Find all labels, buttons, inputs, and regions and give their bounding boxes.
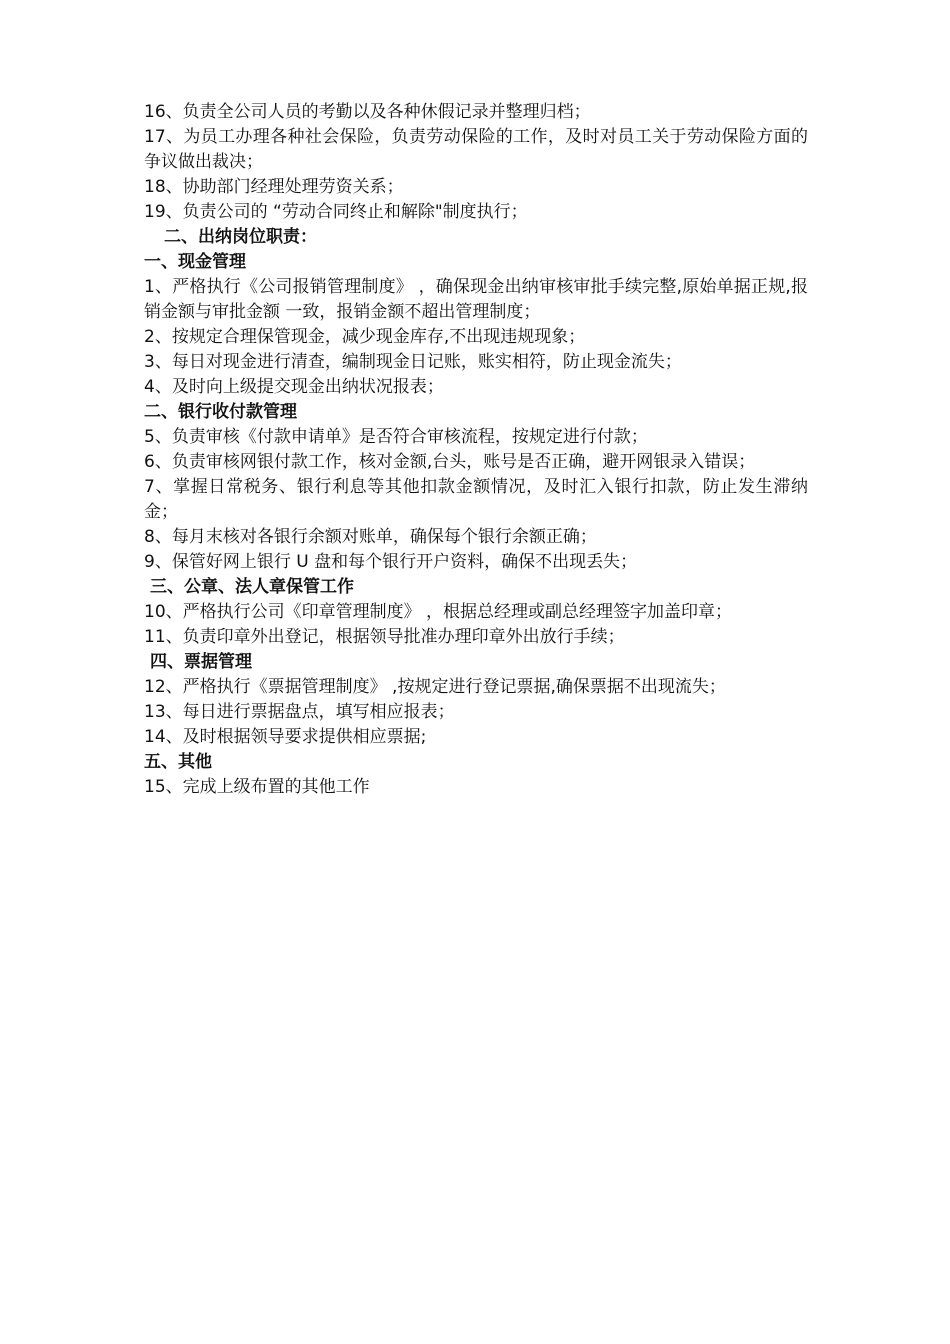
list-item: 18、协助部门经理处理劳资关系； [144,177,404,197]
subsection-heading: 五、其他 [144,752,212,772]
list-item: 16、负责全公司人员的考勤以及各种休假记录并整理归档； [144,102,591,122]
subsection-heading: 三、公章、法人章保管工作 [150,577,354,597]
list-item: 3、每日对现金进行清查，编制现金日记账，账实相符，防止现金流失； [144,352,682,372]
list-item: 19、负责公司的 “劳动合同终止和解除"制度执行； [144,202,528,222]
list-item: 11、负责印章外出登记，根据领导批准办理印章外出放行手续； [144,627,625,647]
list-item: 1、严格执行《公司报销管理制度》 ，确保现金出纳审核审批手续完整,原始单据正规,报销金额与审批金额 一致，报销金额不超出管理制度； [144,277,808,322]
list-item: 12、严格执行《票据管理制度》 ,按规定进行登记票据,确保票据不出现流失； [144,677,726,697]
list-item: 14、及时根据领导要求提供相应票据; [144,727,427,747]
list-item: 5、负责审核《付款申请单》是否符合审核流程，按规定进行付款； [144,427,648,447]
list-item: 2、按规定合理保管现金，减少现金库存,不出现违规现象； [144,327,586,347]
document-body [144,100,808,800]
list-item: 13、每日进行票据盘点，填写相应报表； [144,702,455,722]
list-item: 9、保管好网上银行 U 盘和每个银行开户资料，确保不出现丢失； [144,552,638,572]
section-title: 二、出纳岗位职责： [164,227,317,247]
list-item: 8、每月末核对各银行余额对账单，确保每个银行余额正确； [144,527,597,547]
subsection-heading: 二、银行收付款管理 [144,402,297,422]
subsection-heading: 一、现金管理 [144,252,246,272]
list-item: 15、完成上级布置的其他工作 [144,777,370,797]
list-item: 7、掌握日常税务、银行利息等其他扣款金额情况，及时汇入银行扣款，防止发生滞纳金； [144,477,808,522]
list-item: 6、负责审核网银付款工作，核对金额,台头，账号是否正确，避开网银录入错误； [144,452,756,472]
subsection-heading: 四、票据管理 [150,652,252,672]
list-item: 10、严格执行公司《印章管理制度》 ，根据总经理或副总经理签字加盖印章； [144,602,733,622]
list-item: 17、为员工办理各种社会保险，负责劳动保险的工作，及时对员工关于劳动保险方面的争议做出裁决； [144,127,808,172]
list-item: 4、及时向上级提交现金出纳状况报表； [144,377,444,397]
